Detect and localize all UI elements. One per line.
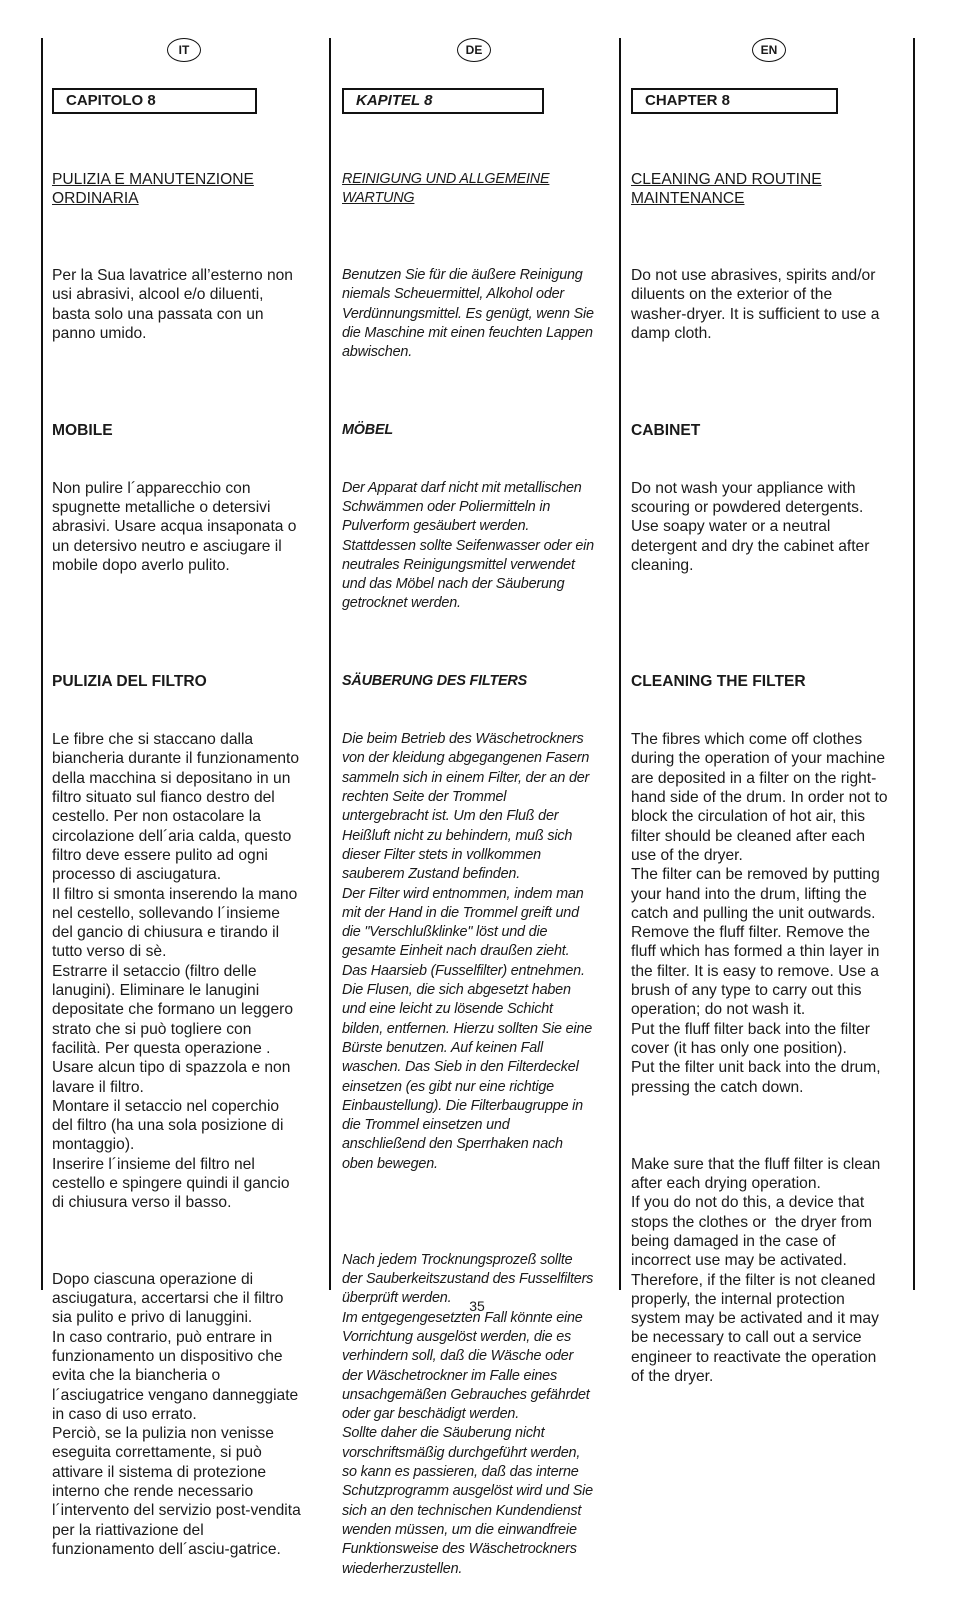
chapter-box: CAPITOLO 8 xyxy=(52,88,257,114)
subheading-cabinet: MÖBEL xyxy=(342,421,393,438)
drying-paragraph: Dopo ciascuna operazione di asciugatura, accertarsi che il filtro sia pulito e privo di lanuggini. In caso contrario, può entrare in funzionamento un dispositivo che evita che la biancheria o l´asciugatrice vengano danneggiate in caso di uso errato. Perciò, se la pulizia non venisse eseguita correttamente, si può attivare il sistema di protezione interno che rende necessario l´intervento del servizio post-vendita per la riattivazione del funzionamento dell´asciu-gatrice. xyxy=(52,1270,301,1558)
subheading-filter: SÄUBERUNG DES FILTERS xyxy=(342,673,528,690)
drying-paragraph: Nach jedem Trocknungsprozeß sollte der Sauberkeitszustand des Fusselfilters überprüft werden. Im entgegengesetzten Fall könnte eine Vorrichtung ausgelöst werden, die es verhindern soll, daß die Wäsche oder der Wäschetrockner im Falle eines unsachgemäßen Gebrauches gefährdet oder gar beschädigt werden. Sollte daher die Säuberung nicht vorschriftsmäßig durchgeführt werden, so kann es passieren, daß das interne Schutzprogramm ausgelöst wird und Sie sich an den technischen Kundendienst wenden müssen, um die einwandfreie Funktionsweise des Wäschetrockners wiederherzustellen. xyxy=(342,1251,594,1577)
cabinet-paragraph: Der Apparat darf nicht mit metallischen Schwämmen oder Poliermitteln in Pulverform gesäubert werden. Stattdessen sollte Seifenwasser oder ein neutrales Reinigungsmittel verwendet und das Möbel nach der Säuberung getrocknet werden. xyxy=(342,479,594,612)
filter-paragraph: Die beim Betrieb des Wäschetrockners von der kleidung abgegangenen Fasern sammeln sich in einem Filter, der an der rechten Seite der Trommel untergebracht ist. Um den Fluß der Heißluft nicht zu behindern, muß sich dieser Filter stets in vollkommen sauberem Zustand befinden. Der Filter wird entnommen, indem man mit der Hand in die Trommel greift und die "Verschlußklinke" löst und die gesamte Einheit nach draußen zieht. Das Haarsieb (Fusselfilter) entnehmen. Die Flusen, die sich abgesetzt haben und eine leicht zu lösende Schicht bilden, entfernen. Hierzu sollten Sie eine Bürste benutzen. Auf keinen Fall waschen. Das Sieb in den Filterdeckel einsetzen (es gibt nur eine richtige Einbaustellung). Die Filterbaugruppe in die Trommel einsetzen und anschließend den Sperrhaken nach oben bewegen. xyxy=(342,731,592,1172)
chapter-box: KAPITEL 8 xyxy=(342,88,544,114)
column-divider xyxy=(329,38,331,1290)
cabinet-paragraph: Non pulire l´apparecchio con spugnette metalliche o detersivi abrasivi. Usare acqua insaponata o un detersivo neutro e asciugare il mobile dopo averlo pulito. xyxy=(52,479,297,574)
section-text xyxy=(52,131,317,1598)
column-divider xyxy=(619,38,621,1290)
filter-paragraph: Le fibre che si staccano dalla biancheria durante il funzionamento della macchina si depositano in un filtro situato sul fianco destro del cestello. Per non ostacolare la circolazione dell´aria calda, questo filtro deve essere pulito ad ogni processo di asciugatura. Il filtro si smonta inserendo la mano nel cestello, sollevando l´insieme del gancio di chiusura e tirando il tutto verso di sè. Estrarre il setaccio (filtro delle lanugini). Eliminare le lanugini depositate che formano un leggero strato che si può togliere con facilità. Per questa operazione . Usare alcun tipo di spazzola e non lavare il filtro. Montare il setaccio nel coperchio del filtro (ha una sola posizione di montaggio). Inserire l´insieme del filtro nel cestello e spingere quindi il gancio di chiusura verso il basso. xyxy=(52,731,300,1212)
cabinet-paragraph: Do not wash your appliance with scouring or powdered detergents. Use soapy water or a neutral detergent and dry the cabinet after cleaning. xyxy=(631,479,870,574)
section-heading: PULIZIA E MANUTENZIONE ORDINARIA xyxy=(52,170,254,207)
section-heading: REINIGUNG UND ALLGEMEINE WARTUNG xyxy=(342,170,550,206)
drying-paragraph: Make sure that the fluff filter is clean after each drying operation. If you do not do this, a device that stops the clothes or the dryer from being damaged in the case of incorrect use may be activated. Therefore, if the filter is not cleaned properly, the internal protection system may be activated and it may be necessary to call out a service engineer to reactivate the operation of the dryer. xyxy=(631,1155,881,1386)
language-badge: EN xyxy=(752,38,786,62)
language-badge: IT xyxy=(167,38,201,62)
column-divider xyxy=(41,38,43,1290)
filter-paragraph: The fibres which come off clothes during the operation of your machine are deposited in a filter on the right- hand side of the drum. In order not to block the circulation of hot air, this filter should be cleaned after each use of the dryer. The filter can be removed by putting your hand into the drum, lifting the catch and pulling the unit outwards. Remove the fluff filter. Remove the fluff which has formed a thin layer in the filter. It is easy to remove. Use a brush of any type to carry out this operation; do not wash it. Put the fluff filter back into the filter cover (it has only one position). Put the filter unit back into the drum, pressing the catch down. xyxy=(631,731,888,1096)
page-number: 35 xyxy=(469,1298,485,1314)
intro-paragraph: Do not use abrasives, spirits and/or diluents on the exterior of the washer-dryer. It is sufficient to use a damp cloth. xyxy=(631,267,880,343)
intro-paragraph: Benutzen Sie für die äußere Reinigung niemals Scheuermittel, Alkohol oder Verdünnungsmittel. Es genügt, wenn Sie die Maschine mit einen feuchten Lappen abwischen. xyxy=(342,267,594,361)
section-heading: CLEANING AND ROUTINE MAINTENANCE xyxy=(631,170,822,207)
chapter-box: CHAPTER 8 xyxy=(631,88,838,114)
language-badge: DE xyxy=(457,38,491,62)
subheading-cabinet: MOBILE xyxy=(52,421,113,439)
section-text xyxy=(631,131,907,1425)
section-text xyxy=(342,131,612,1617)
subheading-filter: CLEANING THE FILTER xyxy=(631,673,806,691)
subheading-filter: PULIZIA DEL FILTRO xyxy=(52,673,207,691)
subheading-cabinet: CABINET xyxy=(631,421,701,439)
column-divider xyxy=(913,38,915,1290)
intro-paragraph: Per la Sua lavatrice all’esterno non usi abrasivi, alcool e/o diluenti, basta solo una passata con un panno umido. xyxy=(52,267,293,343)
